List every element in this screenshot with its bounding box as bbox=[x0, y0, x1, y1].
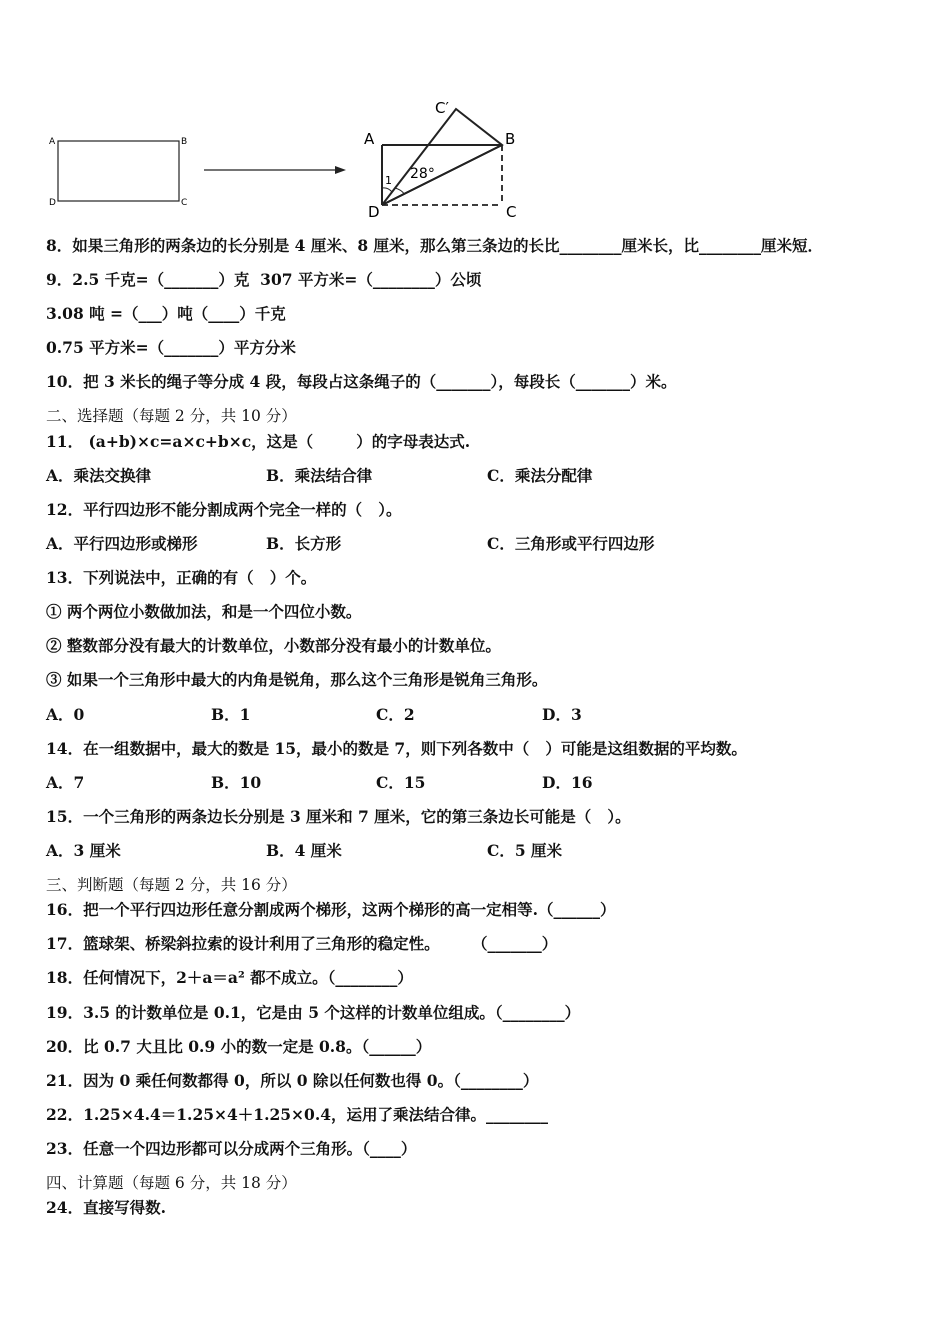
q14-option-c[interactable]: C．15 bbox=[376, 773, 426, 792]
question-12: 12．平行四边形不能分割成两个完全一样的（ ）。 bbox=[46, 500, 402, 519]
q12-option-c[interactable]: C．三角形或平行四边形 bbox=[487, 534, 655, 553]
question-18: 18．任何情况下，2＋a＝a² 都不成立。（________） bbox=[46, 968, 413, 987]
angle28-arc bbox=[395, 188, 404, 194]
question-10: 10．把 3 米长的绳子等分成 4 段，每段占这条绳子的（_______），每段长（_______）米。 bbox=[46, 372, 677, 391]
fold-label-c: C bbox=[506, 203, 517, 221]
diagonal-db bbox=[382, 145, 502, 205]
question-11: 11． (a+b)×c=a×c+b×c，这是（ ）的字母表达式. bbox=[46, 432, 471, 451]
q11-option-c[interactable]: C．乘法分配律 bbox=[487, 466, 593, 485]
q13-statement-3: ③ 如果一个三角形中最大的内角是锐角，那么这个三角形是锐角三角形。 bbox=[46, 670, 548, 689]
question-17: 17．篮球架、桥梁斜拉索的设计利用了三角形的稳定性。 （_______） bbox=[46, 934, 558, 953]
q11-option-b[interactable]: B．乘法结合律 bbox=[266, 466, 373, 485]
question-16: 16．把一个平行四边形任意分割成两个梯形，这两个梯形的高一定相等.（______） bbox=[46, 900, 616, 919]
fold-label-b: B bbox=[505, 130, 516, 148]
q13-statement-1: ① 两个两位小数做加法，和是一个四位小数。 bbox=[46, 602, 362, 621]
fold-label-a: A bbox=[364, 130, 375, 148]
q13-option-b[interactable]: B．1 bbox=[211, 705, 251, 724]
question-21: 21．因为 0 乘任何数都得 0，所以 0 除以任何数也得 0。（________） bbox=[46, 1071, 539, 1090]
question-22: 22．1.25×4.4＝1.25×4＋1.25×0.4，运用了乘法结合律。________ bbox=[46, 1105, 549, 1124]
question-9-part-2: 3.08 吨 =（___）吨（____）千克 bbox=[46, 304, 286, 323]
q14-option-d[interactable]: D．16 bbox=[542, 773, 593, 792]
fold-label-c-prime: C′ bbox=[435, 99, 449, 117]
rect-label-c: C bbox=[181, 198, 188, 208]
q13-option-d[interactable]: D．3 bbox=[542, 705, 582, 724]
question-15: 15．一个三角形的两条边长分别是 3 厘米和 7 厘米，它的第三条边长可能是（ ）。 bbox=[46, 807, 631, 826]
rect-label-a: A bbox=[49, 137, 56, 147]
section-3-heading: 三、判断题（每题 2 分，共 16 分） bbox=[46, 876, 297, 894]
q12-option-b[interactable]: B．长方形 bbox=[266, 534, 342, 553]
rectangle-figure bbox=[44, 128, 194, 210]
section-2-heading: 二、选择题（每题 2 分，共 10 分） bbox=[46, 407, 297, 425]
question-20: 20．比 0.7 大且比 0.9 小的数一定是 0.8。（______） bbox=[46, 1037, 432, 1056]
question-13: 13．下列说法中，正确的有（ ）个。 bbox=[46, 568, 317, 587]
fold-label-d: D bbox=[368, 203, 380, 221]
q15-option-a[interactable]: A．3 厘米 bbox=[46, 841, 121, 860]
question-19: 19．3.5 的计数单位是 0.1，它是由 5 个这样的计数单位组成。（________） bbox=[46, 1003, 581, 1022]
arrow-figure bbox=[200, 162, 350, 178]
q14-option-a[interactable]: A．7 bbox=[46, 773, 85, 792]
question-24: 24．直接写得数. bbox=[46, 1198, 166, 1217]
q12-option-a[interactable]: A．平行四边形或梯形 bbox=[46, 534, 198, 553]
question-9-part-1: 9．2.5 千克=（_______）克 307 平方米=（________）公顷 bbox=[46, 270, 482, 289]
q15-option-b[interactable]: B．4 厘米 bbox=[266, 841, 342, 860]
question-23: 23．任意一个四边形都可以分成两个三角形。（____） bbox=[46, 1139, 417, 1158]
question-14: 14．在一组数据中，最大的数是 15，最小的数是 7，则下列各数中（ ）可能是这组数据的平均数。 bbox=[46, 739, 747, 758]
section-4-heading: 四、计算题（每题 6 分，共 18 分） bbox=[46, 1174, 297, 1192]
angle-28-label: 28° bbox=[410, 166, 435, 182]
q13-option-c[interactable]: C．2 bbox=[376, 705, 415, 724]
arrow-head-icon bbox=[335, 166, 346, 174]
q13-option-a[interactable]: A．0 bbox=[46, 705, 85, 724]
question-9-part-3: 0.75 平方米=（_______）平方分米 bbox=[46, 338, 296, 357]
q15-option-c[interactable]: C．5 厘米 bbox=[487, 841, 563, 860]
q14-option-b[interactable]: B．10 bbox=[211, 773, 262, 792]
rect-label-b: B bbox=[181, 137, 188, 147]
q13-statement-2: ② 整数部分没有最大的计数单位，小数部分没有最小的计数单位。 bbox=[46, 636, 501, 655]
q11-option-a[interactable]: A．乘法交换律 bbox=[46, 466, 152, 485]
rect-label-d: D bbox=[49, 198, 56, 208]
question-8: 8．如果三角形的两条边的长分别是 4 厘米、8 厘米，那么第三条边的长比________厘米长，比________厘米短． bbox=[46, 236, 824, 255]
angle-1-label: 1 bbox=[385, 174, 392, 187]
angle1-arc bbox=[382, 188, 392, 192]
folded-rectangle-figure bbox=[360, 98, 530, 223]
rectangle-abcd bbox=[58, 141, 179, 201]
